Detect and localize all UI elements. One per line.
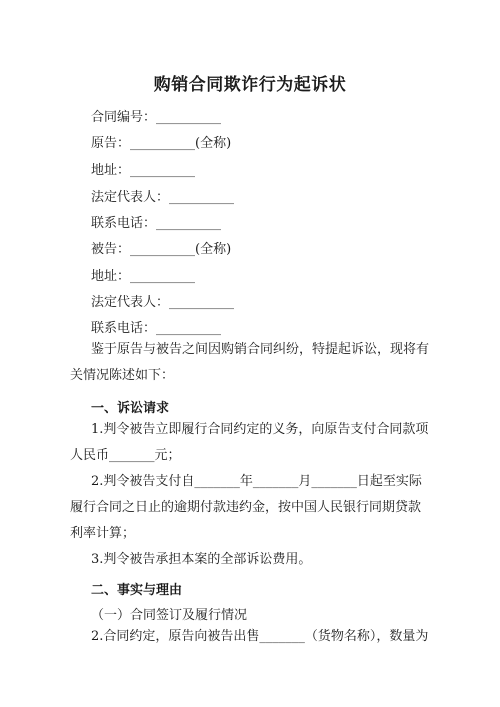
section-heading-facts: 二、事实与理由 bbox=[91, 583, 183, 598]
claim-item-1: 1.判令被告立即履行合同约定的义务，向原告支付合同款项人民币_______元； bbox=[70, 422, 429, 463]
contract-number-field: 合同编号：__________ bbox=[91, 110, 222, 125]
defendant-representative-field: 法定代表人：__________ bbox=[91, 295, 235, 310]
defendant-address-field: 地址：__________ bbox=[91, 269, 196, 284]
plaintiff-representative-field: 法定代表人：__________ bbox=[91, 190, 235, 205]
defendant-name-field: 被告：__________(全称) bbox=[91, 242, 232, 257]
plaintiff-address-field: 地址：__________ bbox=[91, 163, 196, 178]
section-heading-claims: 一、诉讼请求 bbox=[91, 401, 170, 416]
document-title: 购销合同欺诈行为起诉状 bbox=[153, 75, 347, 95]
plaintiff-name-field: 原告：__________(全称) bbox=[91, 136, 232, 151]
intro-paragraph: 鉴于原告与被告之间因购销合同纠纷，特提起诉讼，现将有关情况陈述如下： bbox=[70, 342, 430, 383]
subsection-heading-contract: （一）合同签订及履行情况 bbox=[91, 608, 248, 623]
claim-item-3: 3.判令被告承担本案的全部诉讼费用。 bbox=[91, 552, 312, 567]
claim-item-2: 2.判令被告支付自_______年_______月_______日起至实际履行合同之日止的逾期付款违约金，按中国人民银行同期贷款利率计算； bbox=[70, 474, 422, 541]
plaintiff-phone-field: 联系电话：__________ bbox=[91, 216, 222, 231]
fact-item-2: 2.合同约定，原告向被告出售_______（货物名称），数量为 bbox=[91, 629, 429, 644]
defendant-phone-field: 联系电话：__________ bbox=[91, 321, 222, 336]
